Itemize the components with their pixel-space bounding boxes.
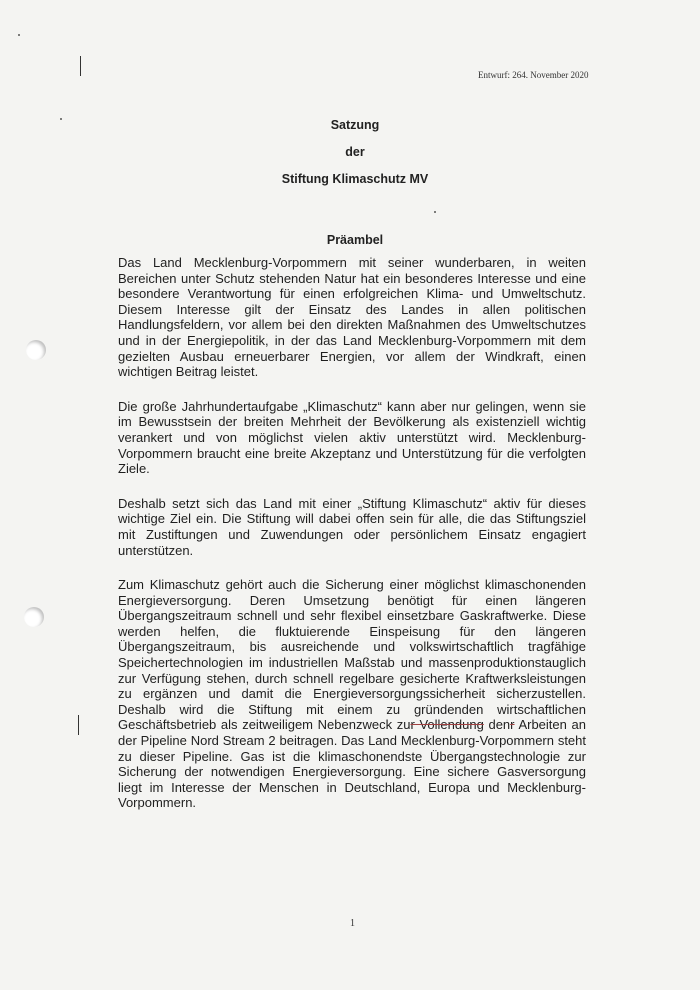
paragraph-1: Das Land Mecklenburg-Vorpommern mit seiner wunderbaren, in weiten Bereichen unter Schutz stehenden Natur hat ein besonderes Interesse und eine besondere Verantwortung für einen erfolgreichen Klima- und Umweltschutz. Diesem Interesse gilt der Einsatz des Landes in allen politischen Handlungsfeldern, vor allem bei den direkten Maßnahmen des Umweltschutzes und in der Energiepolitik, in der das Land Mecklenburg-Vorpommern mit dem gezielten Ausbau erneuerbarer Energien, vor allem der Windkraft, einen wichtigen Beitrag leistet. [118,255,586,380]
paragraph-4 [118,577,586,811]
paragraph-4-text: Zum Klimaschutz gehört auch die Sicherung einer möglichst klimaschonenden Energieversorgung. Deren Umsetzung benötigt für einen längeren Übergangszeitraum schnell und sehr flexibel einsetzbare Gaskraftwerke. Diese werden helfen, die fluktuierende Einspeisung für den längeren Übergangszeitraum, bis ausreichende und volkswirtschaftlich tragfähige Speichertechnologien im industriellen Maßstab und massenproduktionstauglich zur Verfügung stehen, durch schnell regelbare gesicherte Kraftwerksleistungen zu ergänzen und damit die Energieversorgungssicherheit sicherzustellen. Deshalb wird die Stiftung mit einem zu gründenden wirtschaftlichen Geschäftsbetrieb als zeitweiligem Nebenzweck zu [118,577,586,733]
margin-mark [78,715,79,735]
document-title: Satzung [330,118,380,132]
section-heading: Präambel [326,233,384,247]
struck-text: r Vollendung [410,717,484,733]
margin-mark [80,56,81,76]
paragraph-2: Die große Jahrhundertaufgabe „Klimaschutz“ kann aber nur gelingen, wenn sie im Bewusstsein der breiten Mehrheit der Bevölkerung als existenziell wichtig verankert und von möglichst vielen aktiv unterstützt wird. Mecklenburg-Vorpommern braucht eine breite Akzeptanz und Unterstützung für die verfolgten Ziele. [118,398,586,477]
scan-speck [18,34,20,36]
punch-hole [24,607,44,627]
paragraph-4-text: Arbeiten an der Pipeline Nord Stream 2 beitragen. Das Land Mecklenburg-Vorpommern steht zu dieser Pipeline. Gas ist die klimaschonendste Übergangstechnologie zur Sicherung der notwendigen Energieversorgung. Eine sichere Gasversorgung liegt im Interesse der Menschen in Deutschland, Europa und Mecklenburg-Vorpommern. [118,717,586,811]
struck-text: r [510,717,515,733]
paragraph-3: Deshalb setzt sich das Land mit einer „Stiftung Klimaschutz“ aktiv für dieses wichtige Ziel ein. Die Stiftung will dabei offen sein für alle, die das Stiftungsziel mit Zustiftungen und Zuwendungen oder persönlichem Einsatz engagiert unterstützen. [118,495,586,558]
preamble-body [118,255,586,830]
scan-speck [434,211,436,213]
punch-hole [26,340,46,360]
document-title-connector: der [345,145,365,159]
foundation-name: Stiftung Klimaschutz MV [281,172,429,186]
draft-date-label: Entwurf: 264. November 2020 [478,70,589,80]
paragraph-4-text: den [483,717,511,733]
page-number: 1 [350,918,355,929]
